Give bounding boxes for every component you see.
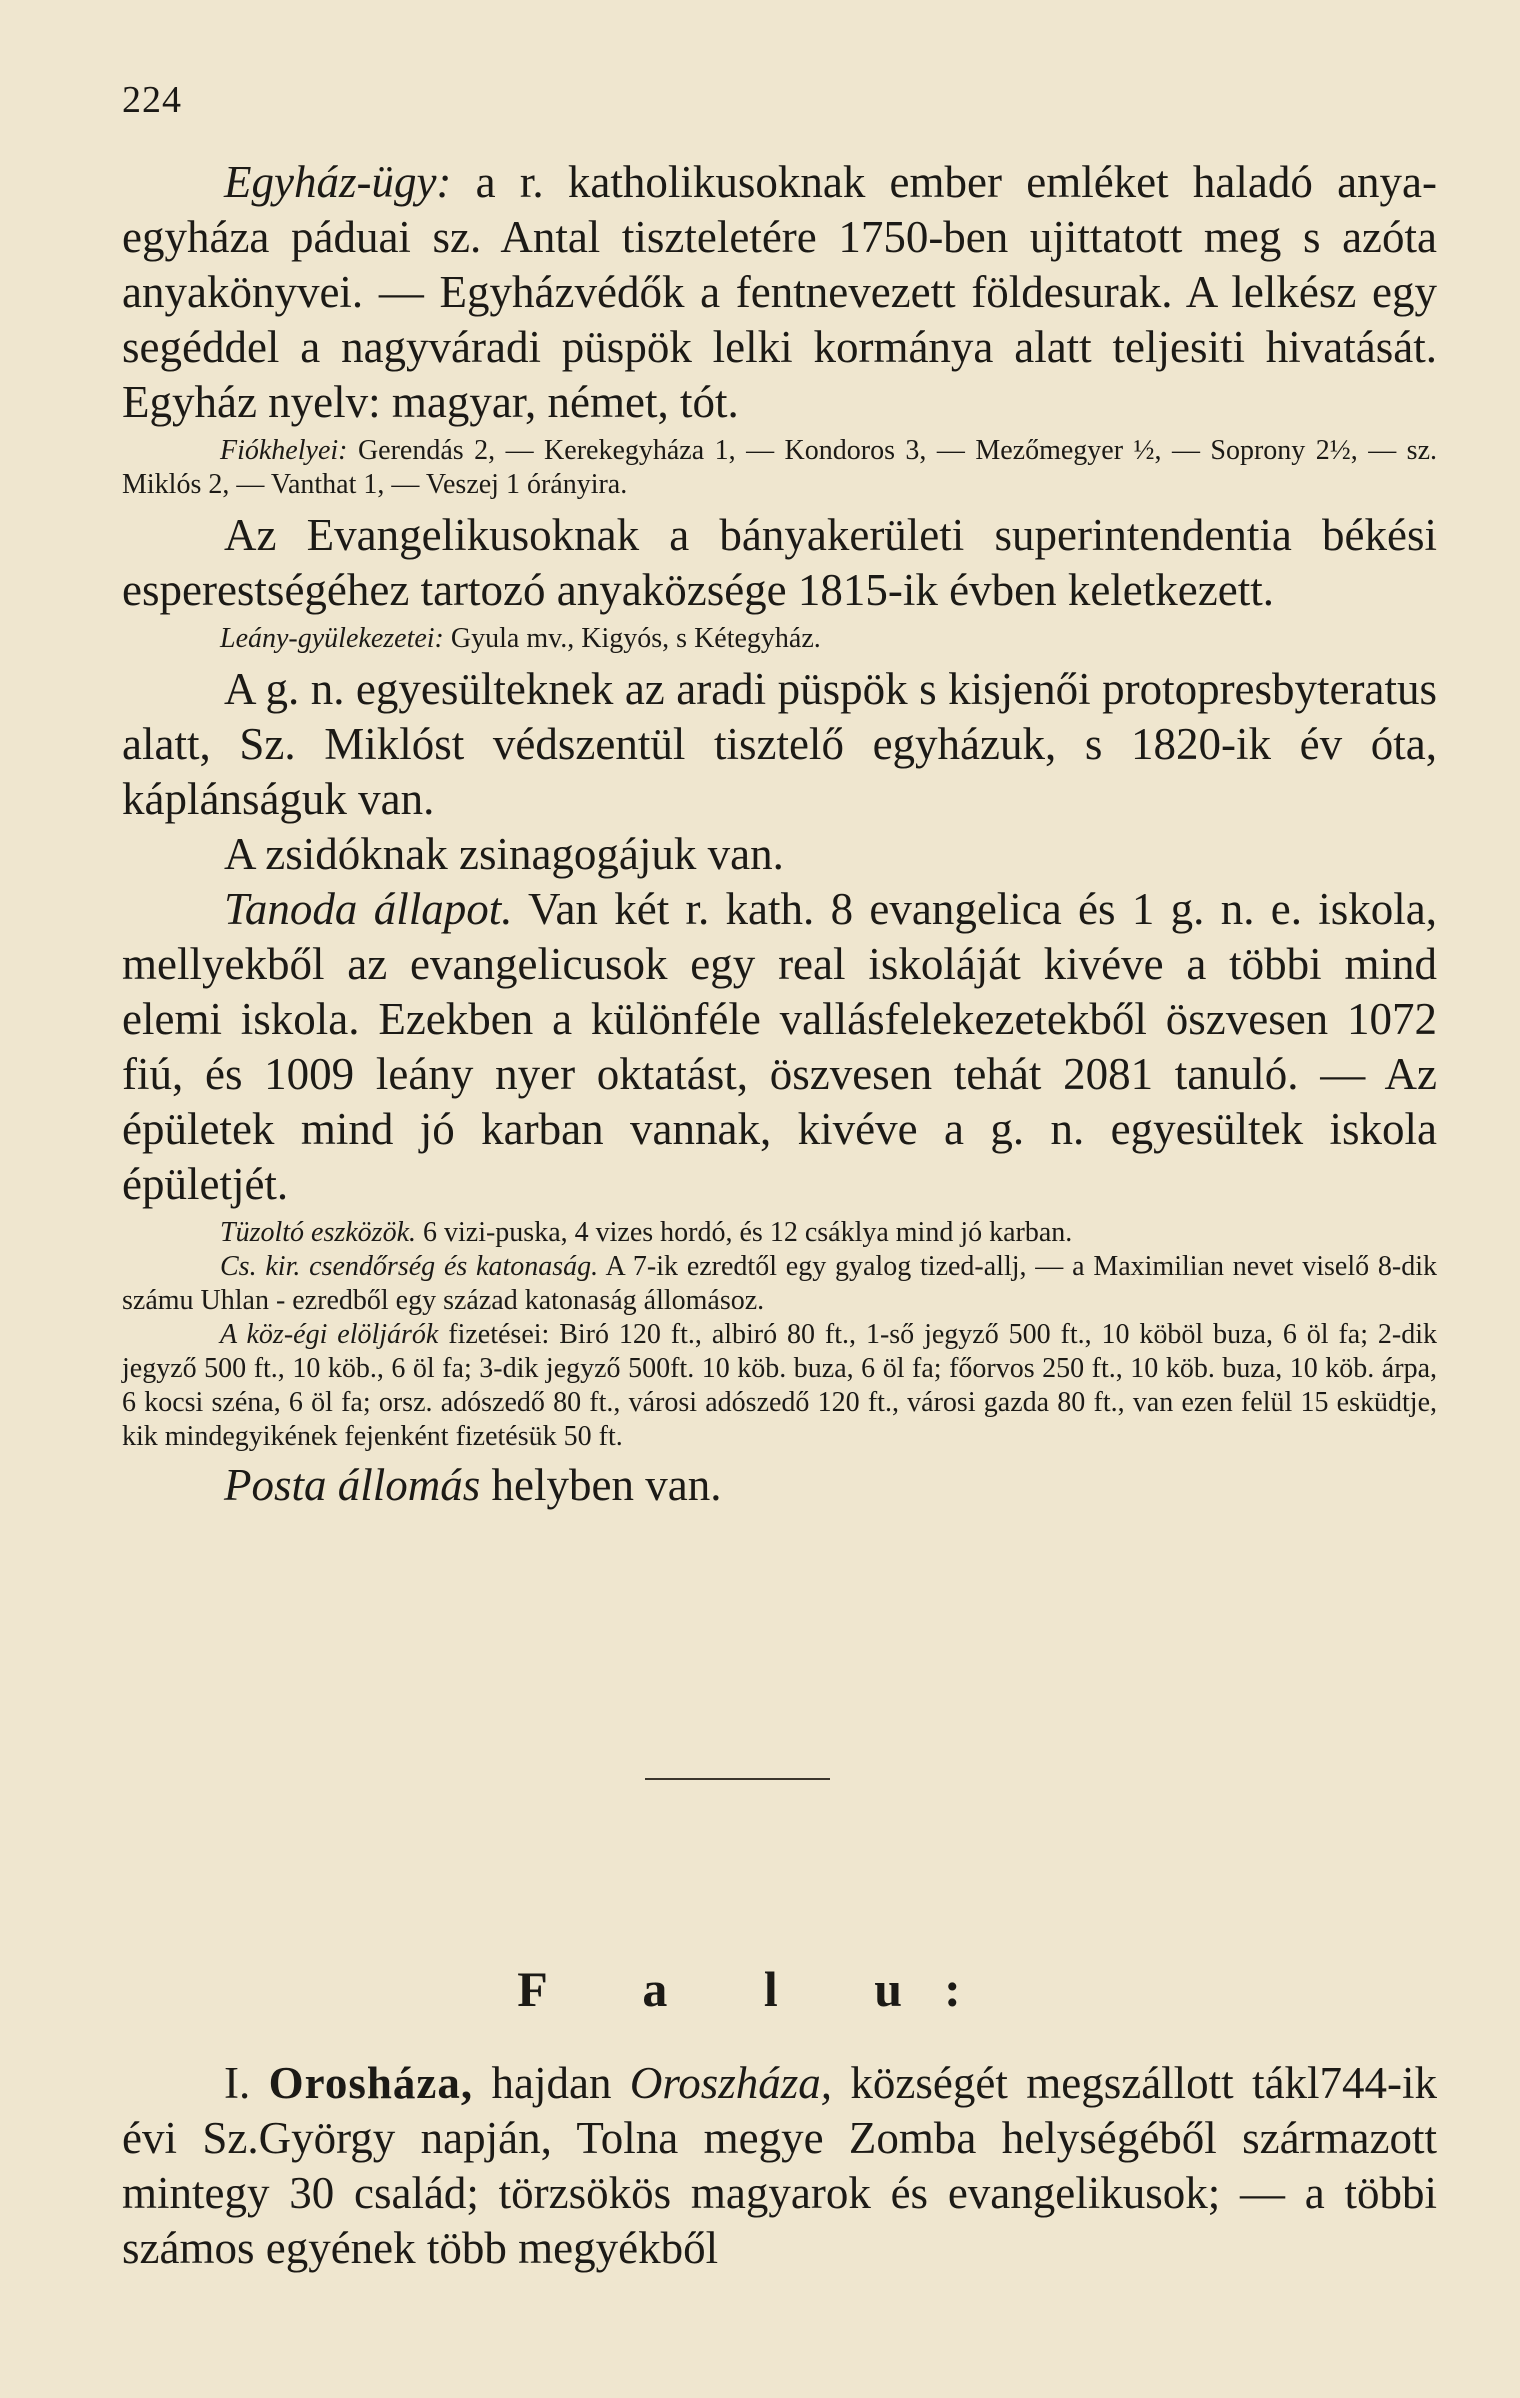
main-text [122,155,1437,1513]
school-lead: Tanoda állapot. [224,884,513,934]
fire-paragraph [122,1216,1437,1250]
officials-paragraph [122,1318,1437,1454]
post-lead: Posta állomás [224,1460,481,1510]
school-paragraph [122,882,1437,1212]
church-text: a r. katholikusoknak ember emléket haladó anya-egyháza páduai sz. Antal tiszteletére 1750-ben ujittatott meg s azóta anyakönyvei. — Egyházvédők a fentnevezett földesurak. A lelkész egy segéddel a nagyváradi püspök lelki kormánya alatt teljesiti hivatását. Egyház nyelv: magyar, német, tót. [122,157,1437,427]
daughter-lead: Leány-gyülekezetei: [220,623,444,654]
post-text: helyben van. [491,1460,722,1510]
page-number: 224 [122,79,182,121]
fire-text: 6 vizi-puska, 4 vizes hordó, és 12 csáklya mind jó karban. [423,1217,1073,1248]
branches-paragraph [122,434,1437,502]
officials-lead: A köz-égi elöljárók [220,1319,439,1350]
school-text: Van két r. kath. 8 evangelica és 1 g. n. e. iskola, mellyekből az evangelicusok egy real iskoláját kivéve a többi mind elemi iskola. Ezekben a különféle vallásfelekezetekből öszvesen 1072 fiú, és 1009 leány nyer oktatást, öszvesen tehát 2081 tanuló. — Az épületek mind jó karban vannak, kivéve a g. n. egyesültek iskola épületjét. [122,884,1438,1209]
daughter-paragraph [122,622,1437,656]
military-lead: Cs. kir. csendőrség és katonaság. [220,1251,599,1282]
post-paragraph [122,1458,1437,1513]
section-divider [645,1778,830,1780]
military-text: A 7-ik ezredtől egy gyalog tized-allj, — a Maximilian nevet viselő 8-dik számu Uhlan - ezredből egy század katonaság állomásoz. [122,1251,1437,1316]
evangelical-paragraph: Az Evangelikusoknak a bányakerületi superintendentia békési esperestségéhez tartozó anyaközsége 1815-ik évben keletkezett. [122,510,1437,615]
oroshaza-text-2: községét megszállott tákl744-ik évi Sz.György napján, Tolna megye Zomba helységéből származott mintegy 30 család; törzsökös magyarok és evangelikusok; — a többi számos egyének több megyékből [122,2058,1438,2273]
town-name: Orosháza, [268,2058,474,2108]
branches-lead: Fiókhelyei: [220,435,348,466]
daughter-text: Gyula mv., Kigyós, s Kétegyház. [450,623,821,654]
oroshaza-text-1: hajdan [491,2058,612,2108]
old-town-name: Oroszháza, [629,2058,832,2108]
church-lead: Egyház-ügy: [224,157,452,207]
orthodox-paragraph: A g. n. egyesülteknek az aradi püspök s kisjenői protopresbyteratus alatt, Sz. Miklóst védszentül tisztelő egyházuk, s 1820-ik év óta, káplánságuk van. [122,664,1437,824]
church-paragraph [122,155,1437,430]
jewish-paragraph: A zsidóknak zsinagogájuk van. [224,829,784,879]
section-heading: F a l u: [517,1961,1003,2017]
fire-lead: Tüzoltó eszközök. [220,1217,416,1248]
military-paragraph [122,1250,1437,1318]
branches-text: Gerendás 2, — Kerekegyháza 1, — Kondoros 3, — Mezőmegyer ½, — Soprony 2½, — sz. Miklós 2, — Vanthat 1, — Veszej 1 órányira. [122,435,1438,500]
officials-text: fizetései: Biró 120 ft., albiró 80 ft., 1-ső jegyző 500 ft., 10 köböl buza, 6 öl fa; 2-dik jegyző 500 ft., 10 köb., 6 öl fa; 3-dik jegyző 500ft. 10 köb. buza, 6 öl fa; főorvos 250 ft., 10 köb. buza, 10 köb. árpa, 6 kocsi széna, 6 öl fa; orsz. adószedő 80 ft., városi adószedő 120 ft., városi gazda 80 ft., van ezen felül 15 esküdtje, kik mindegyikének fejenként fizetésük 50 ft. [122,1319,1437,1452]
oroshaza-paragraph [122,2056,1437,2276]
entry-number: I. [224,2058,251,2108]
